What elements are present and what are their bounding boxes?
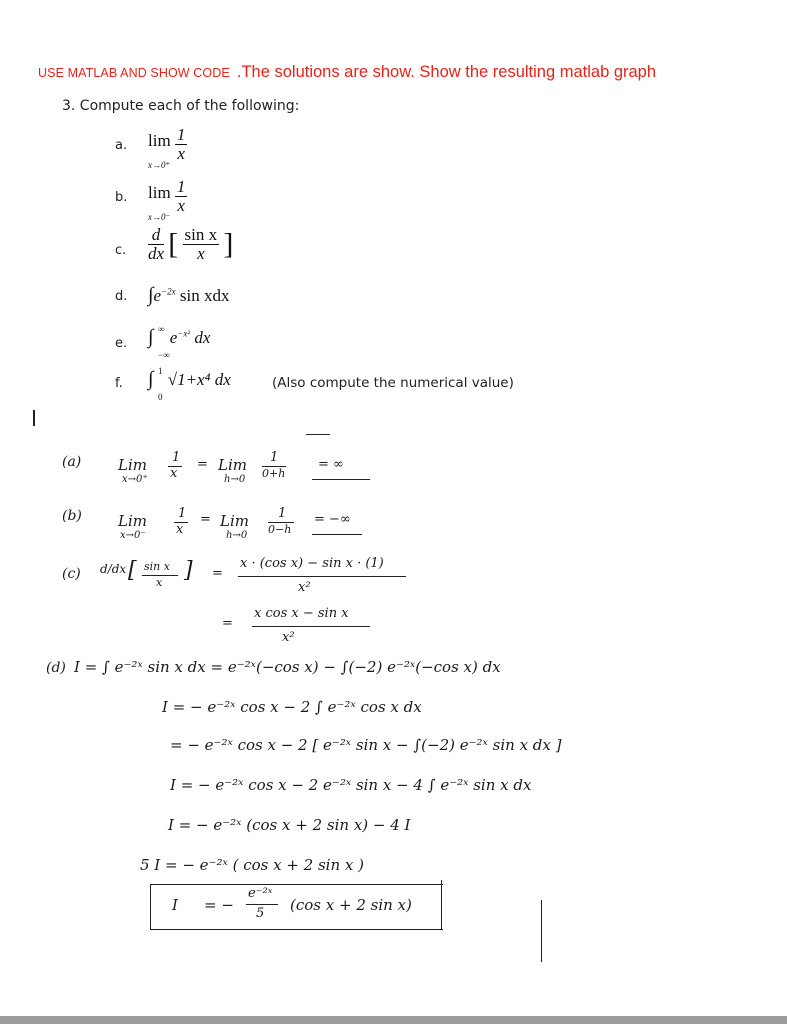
sol-a-lim: Lim: [118, 456, 147, 474]
part-c-label: c.: [115, 243, 127, 258]
integral-sign: ∫: [148, 284, 154, 306]
sol-b-frac-num: 1: [178, 506, 187, 521]
part-b-label: b.: [115, 190, 128, 205]
limit-subscript: x→0⁺: [148, 160, 171, 170]
fraction-bar: [252, 626, 370, 627]
numerator: 1: [176, 125, 186, 144]
sol-d-final-lhs: I: [172, 896, 178, 914]
part-c-fraction: [183, 226, 220, 263]
sol-b-den: 0−h: [268, 523, 292, 536]
sol-c-step2-num: x cos x − sin x: [254, 606, 349, 621]
sol-c-step1-den: x²: [298, 580, 311, 595]
lower-limit: −∞: [158, 350, 170, 360]
sol-d-final-eq: = −: [204, 896, 234, 914]
sol-b-eq: =: [200, 512, 211, 527]
header-note: .The solutions are show. Show the resulting matlab graph: [236, 63, 657, 81]
sol-b-lim-sub: x→0⁻: [120, 530, 146, 541]
part-b-expr: [148, 177, 187, 222]
left-bracket: [: [168, 227, 179, 261]
sol-c-num: sin x: [144, 560, 170, 573]
numerator: sin x: [184, 225, 218, 244]
part-c-expr: [148, 226, 233, 263]
part-e-expr: [148, 324, 211, 360]
left-bracket: [: [128, 558, 137, 583]
integral-sign: ∫: [148, 368, 154, 390]
lim-text: lim: [148, 131, 171, 151]
part-f-expr: [148, 366, 231, 402]
sol-b-label: (b): [62, 508, 82, 524]
differential: dx: [194, 328, 211, 347]
sol-a-lim2: Lim: [218, 456, 247, 474]
denominator: dx: [148, 244, 165, 263]
sol-d-line1: I = ∫ e⁻²ˣ sin x dx = e⁻²ˣ(−cos x) − ∫(−2) e⁻²ˣ(−cos x) dx: [74, 658, 501, 676]
exponent: −2x: [161, 286, 176, 297]
sol-c-den: x: [156, 576, 163, 589]
sol-b-lim2: Lim: [220, 512, 249, 530]
sol-a-label: (a): [62, 454, 82, 470]
sol-a-lim-sub: x→0⁺: [122, 474, 148, 485]
right-bracket: ]: [223, 227, 234, 261]
fraction-bar: [238, 576, 406, 577]
underline: [312, 479, 370, 480]
part-e-label: e.: [115, 336, 128, 351]
sol-c-step2-den: x²: [282, 630, 295, 645]
sol-d-final-tail: (cos x + 2 sin x): [290, 896, 412, 914]
part-d-label: d.: [115, 289, 128, 304]
sol-d-line5: I = − e⁻²ˣ (cos x + 2 sin x) − 4 I: [168, 816, 411, 834]
integrand: √1+x⁴ dx: [167, 370, 231, 389]
integral-sign: ∫: [148, 326, 154, 348]
sol-c-step1-num: x · (cos x) − sin x · (1): [240, 556, 384, 571]
lim-text: lim: [148, 183, 171, 203]
sol-c-label: (c): [62, 566, 81, 582]
part-b-fraction: [175, 178, 188, 215]
part-d-expr: [148, 284, 229, 307]
upper-limit: 1: [158, 366, 163, 376]
sol-b-num: 1: [278, 506, 287, 521]
header-instruction: USE MATLAB AND SHOW CODE: [38, 66, 230, 80]
fraction-bar: [246, 904, 278, 905]
sol-d-line4: I = − e⁻²ˣ cos x − 2 e⁻²ˣ sin x − 4 ∫ e⁻²ˣ sin x dx: [170, 776, 532, 794]
underline: [312, 534, 362, 535]
sol-b-lim: Lim: [118, 512, 147, 530]
exponent: −x²: [177, 328, 191, 339]
part-a-expr: [148, 125, 187, 170]
sol-a-result: = ∞: [318, 457, 344, 472]
sol-d-line6: 5 I = − e⁻²ˣ ( cos x + 2 sin x ): [140, 856, 364, 874]
box-right-edge: [441, 880, 442, 930]
numerator: 1: [176, 177, 186, 196]
problem-title: 3. Compute each of the following:: [62, 98, 300, 114]
sol-a-eq: =: [197, 457, 208, 472]
sol-a-num: 1: [270, 450, 279, 465]
sol-d-final-den: 5: [256, 906, 265, 921]
part-a-label: a.: [115, 138, 128, 153]
bottom-scrollbar[interactable]: [0, 1016, 787, 1024]
denominator: x: [177, 196, 185, 215]
sol-b-result: = −∞: [314, 512, 351, 527]
upper-limit: ∞: [158, 324, 165, 334]
divider-stroke: [306, 434, 330, 435]
sol-d-line3: = − e⁻²ˣ cos x − 2 [ e⁻²ˣ sin x − ∫(−2) e⁻²ˣ sin x dx ]: [170, 736, 562, 754]
sol-c-op: d/dx: [100, 562, 127, 576]
part-f-label: f.: [115, 376, 123, 391]
numerator: d: [148, 226, 164, 245]
denominator: x: [183, 244, 220, 263]
text-cursor: [33, 410, 35, 426]
part-a-fraction: [175, 126, 188, 163]
part-f-note: (Also compute the numerical value): [272, 375, 514, 391]
sol-a-frac-num: 1: [172, 450, 181, 465]
sol-a-frac-den: x: [170, 466, 178, 481]
integrand-tail: sin xdx: [179, 286, 230, 305]
sol-d-label: (d): [46, 660, 66, 676]
sol-a-lim2-sub: h→0: [224, 474, 246, 485]
exp-base: e: [153, 286, 162, 305]
sol-a-den: 0+h: [262, 467, 286, 480]
sol-d-line2: I = − e⁻²ˣ cos x − 2 ∫ e⁻²ˣ cos x dx: [162, 698, 422, 716]
lower-limit: 0: [158, 392, 163, 402]
sol-d-final-num: e⁻²ˣ: [248, 886, 273, 901]
derivative-operator: [148, 226, 164, 263]
sol-c-eq1: =: [212, 566, 223, 581]
sol-b-lim2-sub: h→0: [226, 530, 248, 541]
exp-base: e: [169, 328, 178, 347]
limit-subscript: x→0⁻: [148, 212, 171, 222]
denominator: x: [177, 144, 185, 163]
right-bracket: ]: [184, 558, 193, 583]
sol-c-eq2: =: [222, 616, 233, 631]
header: [38, 62, 656, 82]
margin-stroke: [541, 900, 542, 962]
sol-b-frac-den: x: [176, 522, 184, 537]
